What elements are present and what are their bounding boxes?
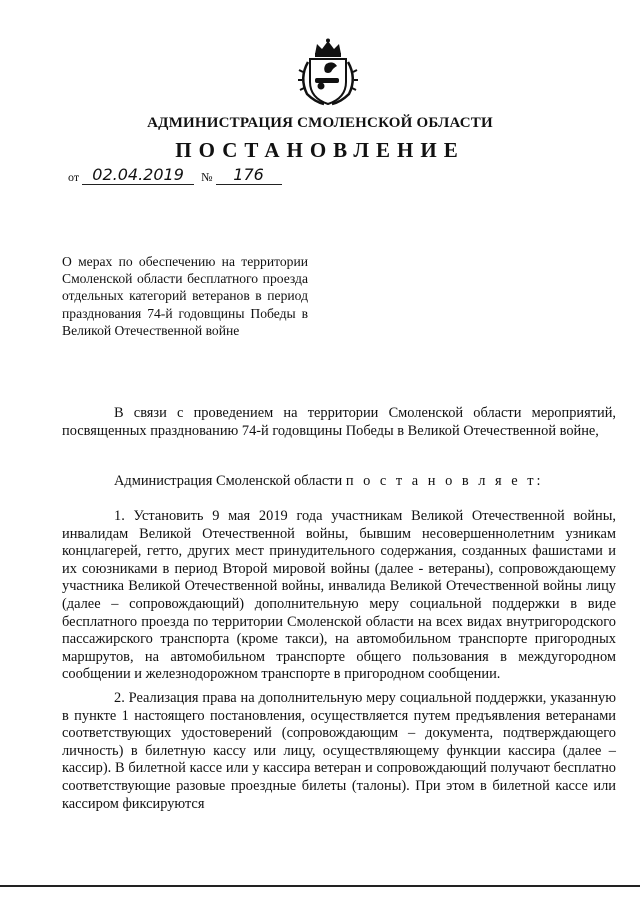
organization-title: АДМИНИСТРАЦИЯ СМОЛЕНСКОЙ ОБЛАСТИ [147,115,493,131]
preamble-paragraph: В связи с проведением на территории Смоленской области мероприятий, посвященных празднованию 74-й годовщины Победы в Великой Отечественной войне, [62,405,616,439]
smolensk-coat-of-arms-icon [293,38,363,106]
date-number-line [68,166,282,185]
document-type-title: ПОСТАНОВЛЕНИЕ [175,138,465,162]
point-1-paragraph: 1. Установить 9 мая 2019 года участникам Великой Отечественной войны, инвалидам Великой Отечественной войны, бывшим несовершеннолетним узникам концлагерей, гетто, других мест принудительного содержания, созданных фашистами и их союзниками в период Второй мировой войны (далее - ветераны), сопровождающему участника Великой Отечественной войны, инвалида Великой Отечественной войны лицу (далее – сопровождающий) дополнительную меру социальной поддержки в виде бесплатного проезда по территории Смоленской области на всех видах внутригородского пассажирского транспорта (кроме такси), на автомобильном транспорте пригородных маршрутов, на автомобильном транспорте общего пользования в междугородном сообщении и железнодорожном транспорте в пригородном сообщении. [62,508,616,683]
document-subject: О мерах по обеспечению на территории Смоленской области бесплатного проезда отдельных категорий ветеранов в период празднования 74-й годовщины Победы в Великой Отечественной войне [62,254,308,338]
point-2-paragraph: 2. Реализация права на дополнительную меру социальной поддержки, указанную в пункте 1 настоящего постановления, осуществляется путем предъявления ветеранами соответствующих удостоверений (сопровождающим – документа, подтверждающего личность) в билетную кассу или лицу, осуществляющему функции кассира (далее – кассир). В билетной кассе или у кассира ветеран и сопровождающий получают бесплатно соответствующие разовые проездные билеты (талоны). При этом в билетной кассе или кассиром фиксируются [62,690,616,812]
number-value: 176 [216,166,282,185]
resolution-verb: п о с т а н о в л я е т: [345,473,544,489]
date-prefix: от [68,170,80,184]
number-prefix: № [201,170,213,184]
bottom-rule [0,885,640,887]
resolution-paragraph [62,473,616,491]
resolution-lead: Администрация Смоленской области [114,473,343,489]
date-value: 02.04.2019 [82,166,194,185]
